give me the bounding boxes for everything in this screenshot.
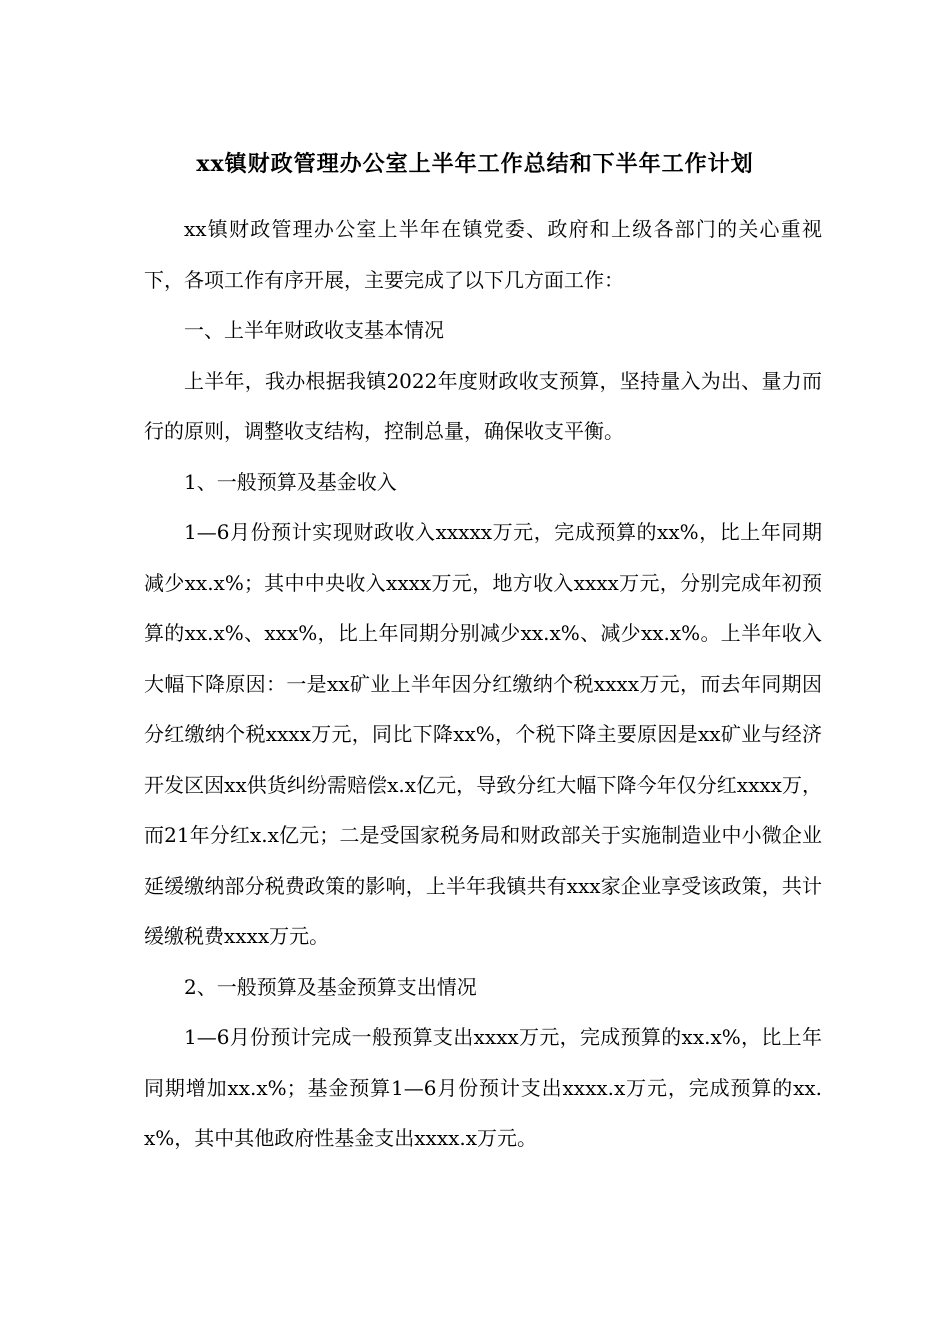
- document-body: [144, 204, 822, 1164]
- intro-paragraph: xx镇财政管理办公室上半年在镇党委、政府和上级各部门的关心重视下，各项工作有序开展，主要完成了以下几方面工作：: [144, 217, 822, 292]
- expenditure-paragraph: 1—6月份预计完成一般预算支出xxxx万元，完成预算的xx.x%，比上年同期增加xx.x%；基金预算1—6月份预计支出xxxx.x万元，完成预算的xx.x%，其中其他政府性基金支出xxxx.x万元。: [144, 1025, 822, 1150]
- subsection-heading-1: 1、一般预算及基金收入: [184, 469, 397, 494]
- section-1-paragraph: 上半年，我办根据我镇2022年度财政收支预算，坚持量入为出、量力而行的原则，调整收支结构，控制总量，确保收支平衡。: [144, 368, 822, 443]
- section-heading-1: 一、上半年财政收支基本情况: [184, 318, 444, 342]
- document-title: xx镇财政管理办公室上半年工作总结和下半年工作计划: [196, 151, 754, 177]
- revenue-paragraph: 1—6月份预计实现财政收入xxxxx万元，完成预算的xx%，比上年同期减少xx.x%；其中中央收入xxxx万元，地方收入xxxx万元，分别完成年初预算的xx.x%、xxx%，比上年同期分别减少xx.x%、减少xx.x%。上半年收入大幅下降原因：一是xx矿业上半年因分红缴纳个税xxxx万元，而去年同期因分红缴纳个税xxxx万元，同比下降xx%，个税下降主要原因是xx矿业与经济开发区因xx供货纠纷需赔偿x.x亿元，导致分红大幅下降今年仅分红xxxx万，而21年分红x.x亿元；二是受国家税务局和财政部关于实施制造业中小微企业延缓缴纳部分税费政策的影响，上半年我镇共有xxx家企业享受该政策，共计缓缴税费xxxx万元。: [144, 520, 822, 948]
- subsection-heading-2: 2、一般预算及基金预算支出情况: [184, 974, 477, 999]
